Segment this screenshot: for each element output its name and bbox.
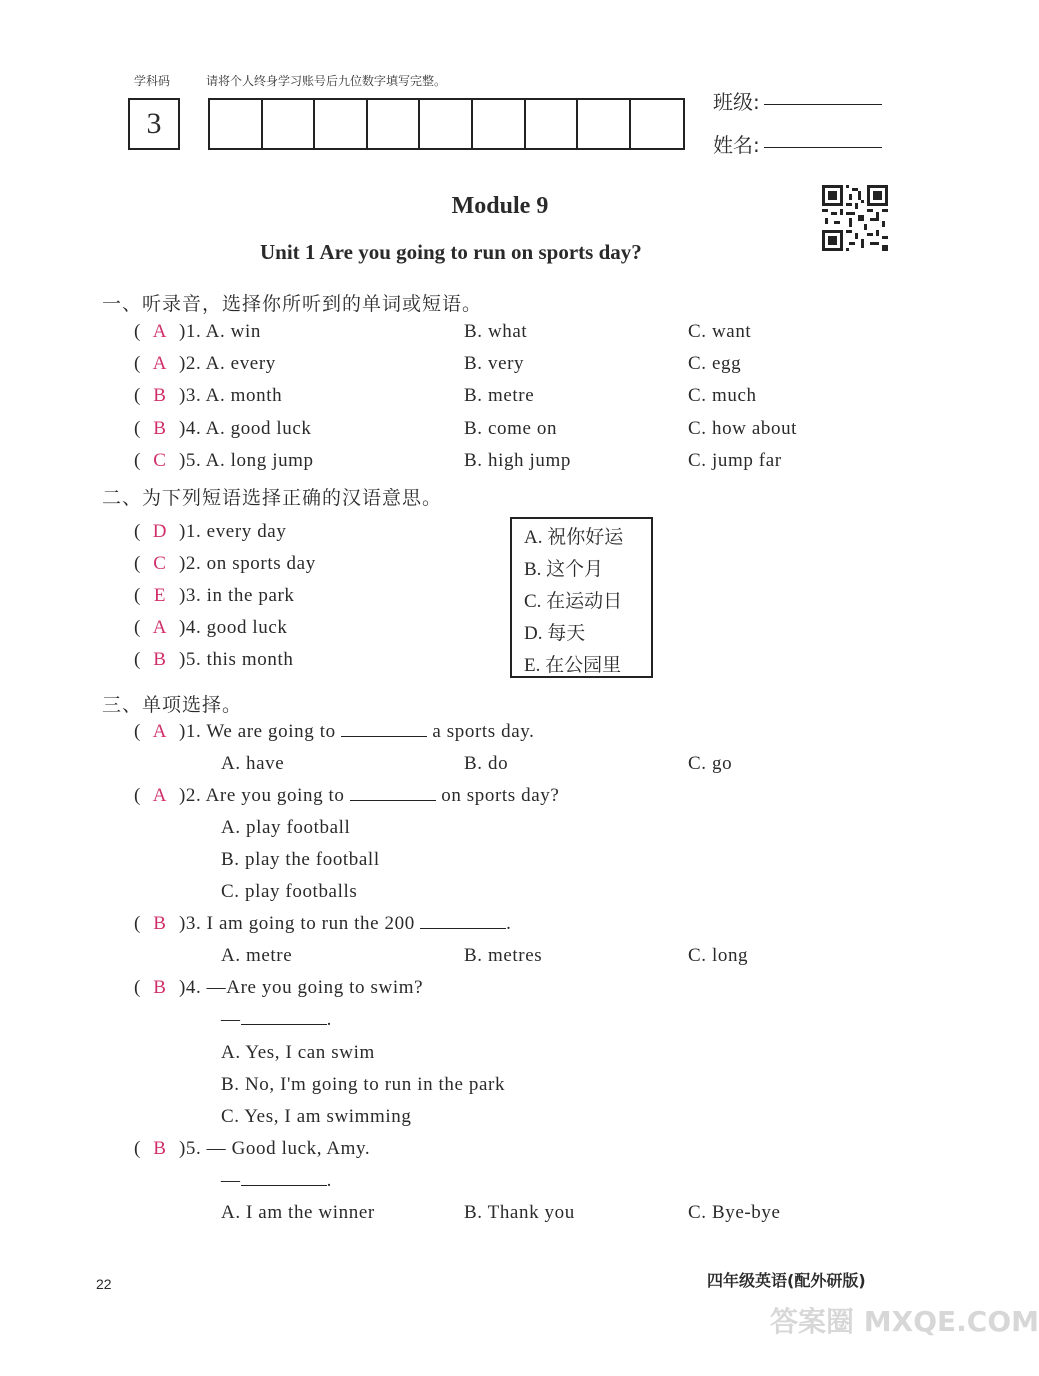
option-b: B. metre xyxy=(464,385,535,406)
dash: — xyxy=(221,1170,241,1191)
question-number: )2. xyxy=(178,353,202,374)
question-number: )4. xyxy=(178,418,202,439)
s3-question-3: ( B )3. I am going to run the 200 . xyxy=(134,913,512,934)
question-text: )1. We are going to xyxy=(178,721,336,742)
question-number: )5. xyxy=(178,450,202,471)
question-text: )5. — Good luck, Amy. xyxy=(178,1138,371,1159)
option-c: C. Bye-bye xyxy=(688,1202,781,1223)
option-a: A. month xyxy=(205,385,283,406)
phrase: )3. in the park xyxy=(178,585,295,606)
module-title: Module 9 xyxy=(451,193,549,219)
s3-question-5: ( B )5. — Good luck, Amy. xyxy=(134,1138,371,1159)
period: . xyxy=(326,1009,332,1030)
s1-question-1: ( A )1. A. win xyxy=(134,321,261,342)
meaning-option: C. 在运动日 xyxy=(524,591,623,612)
answer-mark: B xyxy=(153,977,167,998)
option-a: A. every xyxy=(205,353,276,374)
answer-mark: C xyxy=(153,553,167,574)
subject-code-box xyxy=(128,98,180,150)
answer-mark: A xyxy=(152,617,168,638)
option-b: B. Thank you xyxy=(464,1202,575,1223)
digit-cell xyxy=(578,100,631,148)
s1-question-2: ( A )2. A. every xyxy=(134,353,276,374)
question-text: )2. Are you going to xyxy=(178,785,345,806)
answer-mark: A xyxy=(152,321,168,342)
question-number: )3. xyxy=(178,385,202,406)
answer-blank xyxy=(341,722,427,737)
answer-mark: B xyxy=(153,385,167,406)
option-a: A. metre xyxy=(221,945,293,966)
s2-question-1: ( D )1. every day xyxy=(134,521,287,542)
option-c: C. how about xyxy=(688,418,798,439)
option-b: B. do xyxy=(464,753,509,774)
question-text-end: on sports day? xyxy=(441,785,560,806)
meaning-option: A. 祝你好运 xyxy=(524,527,624,548)
subject-code-value: 3 xyxy=(146,107,162,140)
section-1-heading: 一、听录音，选择你所听到的单词或短语。 xyxy=(102,293,483,315)
option-a: A. have xyxy=(221,753,285,774)
question-text: )4. —Are you going to swim? xyxy=(178,977,424,998)
answer-mark: B xyxy=(153,418,167,439)
digit-cell xyxy=(210,100,263,148)
option-b: B. high jump xyxy=(464,450,571,471)
phrase: )1. every day xyxy=(178,521,287,542)
answer-mark: A xyxy=(152,353,168,374)
site-watermark: 答案圈 MXQE.COM xyxy=(770,1305,1039,1338)
meaning-option: E. 在公园里 xyxy=(524,655,622,676)
answer-mark: B xyxy=(153,913,167,934)
option-c: C. Yes, I am swimming xyxy=(221,1106,412,1127)
answer-mark: E xyxy=(153,585,167,606)
s2-question-2: ( C )2. on sports day xyxy=(134,553,316,574)
digit-cell xyxy=(263,100,316,148)
option-b: B. what xyxy=(464,321,528,342)
answer-blank xyxy=(241,1171,327,1186)
question-text: )3. I am going to run the 200 xyxy=(178,913,415,934)
question-number: )1. xyxy=(178,321,202,342)
answer-mark: D xyxy=(152,521,168,542)
phrase: )2. on sports day xyxy=(178,553,316,574)
option-b: B. play the football xyxy=(221,849,380,870)
option-c: C. play footballs xyxy=(221,881,358,902)
answer-blank xyxy=(350,786,436,801)
s3-question-1: ( A )1. We are going to a sports day. xyxy=(134,721,535,742)
option-a: A. good luck xyxy=(205,418,312,439)
option-a: A. Yes, I can swim xyxy=(221,1042,375,1063)
s3-question-2: ( A )2. Are you going to on sports day? xyxy=(134,785,560,806)
book-title: 四年级英语(配外研版) xyxy=(707,1271,866,1290)
answer-mark: C xyxy=(153,450,167,471)
answer-mark: A xyxy=(152,785,168,806)
dash: — xyxy=(221,1009,241,1030)
meaning-options-box xyxy=(510,517,653,678)
digit-cell xyxy=(420,100,473,148)
period: . xyxy=(326,1170,332,1191)
subject-code-label: 学科码 xyxy=(134,74,171,88)
option-c: C. want xyxy=(688,321,752,342)
option-b: B. No, I'm going to run in the park xyxy=(221,1074,506,1095)
option-a: A. long jump xyxy=(205,450,314,471)
class-field-line xyxy=(764,104,882,105)
option-c: C. egg xyxy=(688,353,742,374)
option-a: A. play football xyxy=(221,817,351,838)
s2-question-4: ( A )4. good luck xyxy=(134,617,288,638)
section-2-heading: 二、为下列短语选择正确的汉语意思。 xyxy=(102,487,443,509)
option-c: C. jump far xyxy=(688,450,782,471)
s2-question-3: ( E )3. in the park xyxy=(134,585,295,606)
option-b: B. come on xyxy=(464,418,558,439)
answer-mark: B xyxy=(153,649,167,670)
s1-question-4: ( B )4. A. good luck xyxy=(134,418,312,439)
digit-cell xyxy=(631,100,684,148)
s1-question-5: ( C )5. A. long jump xyxy=(134,450,314,471)
section-3-heading: 三、单项选择。 xyxy=(102,694,243,716)
phrase: )4. good luck xyxy=(178,617,288,638)
option-b: B. very xyxy=(464,353,525,374)
phrase: )5. this month xyxy=(178,649,294,670)
account-digit-boxes xyxy=(208,98,685,150)
account-instruction: 请将个人终身学习账号后九位数字填写完整。 xyxy=(206,74,447,88)
unit-title: Unit 1 Are you going to run on sports day? xyxy=(260,240,642,264)
answer-mark: B xyxy=(153,1138,167,1159)
option-a: A. I am the winner xyxy=(221,1202,375,1223)
question-text-end: . xyxy=(506,913,512,934)
digit-cell xyxy=(473,100,526,148)
page-number: 22 xyxy=(96,1276,112,1292)
option-c: C. go xyxy=(688,753,733,774)
meaning-option: B. 这个月 xyxy=(524,559,604,580)
option-c: C. long xyxy=(688,945,749,966)
option-c: C. much xyxy=(688,385,757,406)
response-line xyxy=(221,1170,332,1192)
s2-question-5: ( B )5. this month xyxy=(134,649,294,670)
option-b: B. metres xyxy=(464,945,543,966)
s1-question-3: ( B )3. A. month xyxy=(134,385,283,406)
response-line xyxy=(221,1009,332,1031)
question-text-end: a sports day. xyxy=(432,721,535,742)
name-label: 姓名: xyxy=(713,133,760,157)
answer-blank xyxy=(241,1010,327,1025)
answer-blank xyxy=(420,914,506,929)
name-field-line xyxy=(764,147,882,148)
option-a: A. win xyxy=(205,321,261,342)
digit-cell xyxy=(368,100,421,148)
class-label: 班级: xyxy=(713,90,760,114)
s3-question-4: ( B )4. —Are you going to swim? xyxy=(134,977,424,998)
answer-mark: A xyxy=(152,721,168,742)
digit-cell xyxy=(526,100,579,148)
digit-cell xyxy=(315,100,368,148)
meaning-option: D. 每天 xyxy=(524,623,586,644)
